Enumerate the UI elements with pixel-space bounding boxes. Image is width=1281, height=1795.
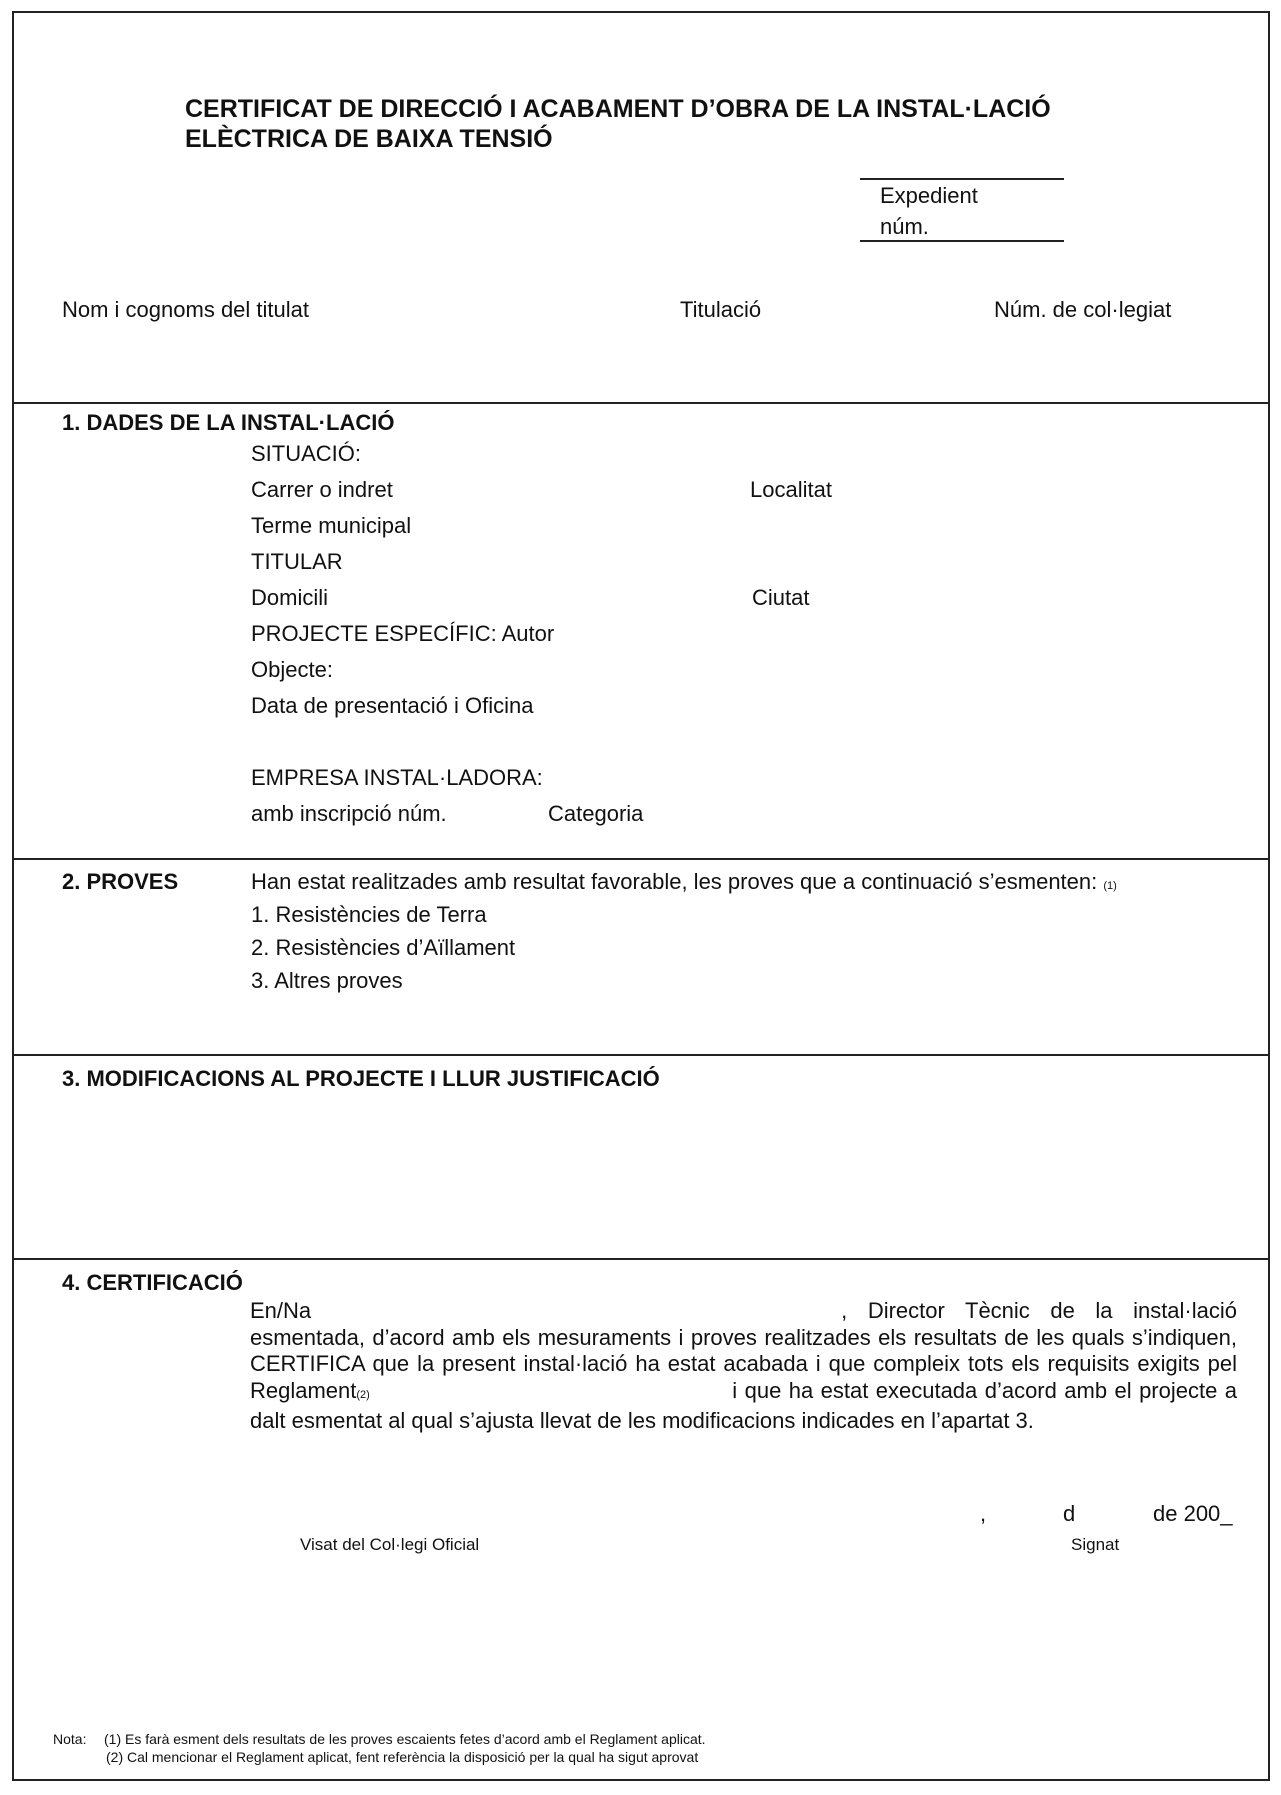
object-label: Objecte: — [251, 657, 333, 682]
section3-heading: 3. MODIFICACIONS AL PROJECTE I LLUR JUSTIFICACIÓ — [62, 1066, 660, 1091]
footnote-ref-1: (1) — [1103, 880, 1117, 892]
title-line-2: ELÈCTRICA DE BAIXA TENSIÓ — [185, 125, 553, 153]
project-author-label: PROJECTE ESPECÍFIC: Autor — [251, 621, 555, 646]
city-label: Ciutat — [752, 585, 810, 610]
footnote-ref-2: (2) — [356, 1388, 370, 1401]
document-title — [185, 94, 1051, 154]
certification-rest: i que ha estat executada d’acord amb el projecte a dalt esmentat al qual s’ajusta llevat de les modificacions indicades en l’apartat 3. — [250, 1377, 1237, 1433]
section4-heading: 4. CERTIFICACIÓ — [62, 1270, 243, 1295]
situacio-label: SITUACIÓ: — [251, 441, 362, 466]
address-label: Domicili — [251, 585, 328, 610]
note-1: (1) Es farà esment dels resultats de les proves escaients fetes d’acord amb el Reglament aplicat. — [104, 1731, 706, 1747]
degree-field-label: Titulació — [680, 297, 762, 322]
expedient-number-label: núm. — [880, 214, 929, 239]
test-item: 1. Resistències de Terra — [251, 902, 487, 927]
category-label: Categoria — [548, 801, 644, 826]
section-divider — [12, 858, 1270, 860]
signature-label: Signat — [1071, 1535, 1120, 1554]
municipality-label: Terme municipal — [251, 513, 412, 538]
notes-label: Nota: — [53, 1731, 87, 1747]
date-comma: , — [980, 1501, 987, 1526]
registration-number-label: amb inscripció núm. — [251, 801, 447, 826]
form-frame — [12, 11, 1270, 1781]
date-day-label: d — [1063, 1501, 1076, 1526]
owner-label: TITULAR — [251, 549, 343, 574]
member-number-label: Núm. de col·legiat — [994, 297, 1172, 322]
section-divider — [12, 1258, 1270, 1260]
section-divider — [12, 402, 1270, 404]
expedient-bottom-rule — [860, 240, 1064, 242]
section2-heading: 2. PROVES — [62, 869, 179, 894]
expedient-label: Expedient — [880, 183, 978, 208]
tests-intro-text: Han estat realitzades amb resultat favorable, les proves que a continuació s’esmenten: — [251, 869, 1098, 894]
title-line-1: CERTIFICAT DE DIRECCIÓ I ACABAMENT D’OBRA DE LA INSTAL·LACIÓ — [185, 95, 1051, 123]
test-item: 3. Altres proves — [251, 968, 403, 993]
locality-label: Localitat — [750, 477, 832, 502]
section-divider — [12, 1054, 1270, 1056]
date-year-label: de 200_ — [1153, 1501, 1233, 1526]
section1-heading: 1. DADES DE LA INSTAL·LACIÓ — [62, 410, 395, 435]
presentation-date-label: Data de presentació i Oficina — [251, 693, 534, 718]
street-label: Carrer o indret — [251, 477, 393, 502]
tests-intro — [251, 869, 1117, 895]
test-item: 2. Resistències d’Aïllament — [251, 935, 516, 960]
certification-paragraph — [250, 1298, 1237, 1435]
name-field-label: Nom i cognoms del titulat — [62, 297, 309, 322]
installer-company-label: EMPRESA INSTAL·LADORA: — [251, 765, 543, 790]
enna-label: En/Na — [250, 1298, 312, 1323]
director-text: , Director Tècnic de la instal·lació esmentada, d’acord amb els mesuraments i proves realitzades els resultats de les quals s’indiquen, CERTIFICA que la present instal·lació ha estat acabada i que compleix tots els requisits exigits pel Reglament — [250, 1298, 1237, 1403]
note-2: (2) Cal mencionar el Reglament aplicat, fent referència la disposició per la qual ha sigut aprovat — [106, 1749, 699, 1765]
college-visa-label: Visat del Col·legi Oficial — [300, 1535, 480, 1554]
expedient-top-rule — [860, 178, 1064, 180]
